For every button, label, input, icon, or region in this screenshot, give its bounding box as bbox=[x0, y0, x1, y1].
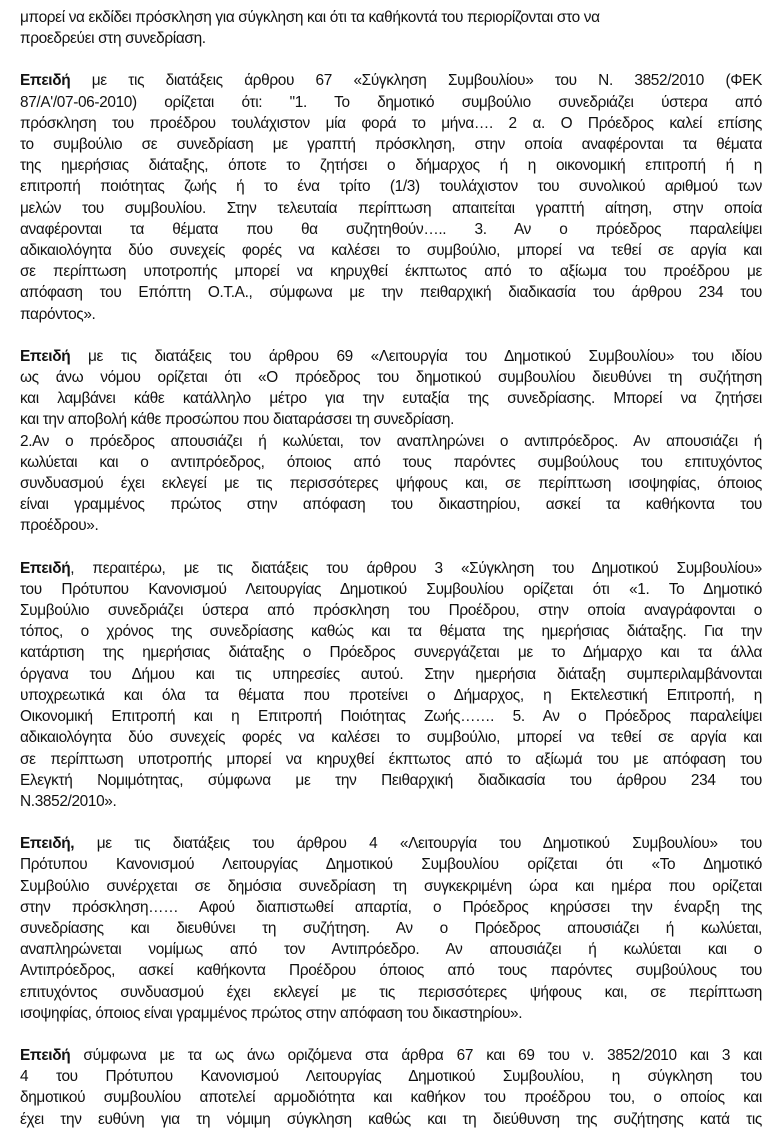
text-line: και την αποβολή κάθε προσώπου που διαταράσσει τη συνεδρίαση. bbox=[20, 411, 455, 429]
text-line: 87/Α'/07-06-2010) ορίζεται ότι: "1. Το δημοτικό συμβούλιο συνεδριάζει ύστερα από bbox=[20, 93, 762, 111]
text-line: ως άνω νόμου ορίζεται ότι «Ο πρόεδρος του δημοτικού συμβουλίου διευθύνει τη συζήτηση bbox=[20, 369, 762, 387]
paragraph-article-69 bbox=[20, 346, 762, 537]
text-line: αδικαιολόγητα δύο συνεχείς φορές να καλέσει το συμβούλιο, μπορεί να τεθεί σε αργία και bbox=[20, 729, 762, 747]
text-line: συνδυασμού έχει εκλεγεί με τις περισσότερες ψήφους και, σε περίπτωση ισοψηφίας, όποιος bbox=[20, 475, 762, 493]
document-page bbox=[20, 0, 762, 1130]
text-line: Ν.3852/2010». bbox=[20, 792, 117, 810]
paragraph-regulation-article-4 bbox=[20, 833, 762, 1024]
text-line: Πρότυπου Κανονισμού Λειτουργίας Δημοτικού Συμβουλίου ορίζεται ότι «Το Δημοτικό bbox=[20, 856, 762, 874]
text-line: μπορεί να εκδίδει πρόσκληση για σύγκληση και ότι τα καθήκοντά του περιορίζονται στο να bbox=[20, 9, 600, 26]
text-line bbox=[20, 558, 762, 579]
paragraph-lead-word: Επειδή bbox=[20, 559, 71, 577]
text-line: υποχρεωτικά και όλα τα θέματα που προτείνει ο Δήμαρχος, η Εκτελεστική Επιτροπή, η bbox=[20, 686, 762, 704]
text-line: αναφέρονται τα θέματα που θα συζητηθούν….. 3. Αν ο πρόεδρος παραλείψει bbox=[20, 220, 762, 238]
text-line: είναι γραμμένος πρώτος στην απόφαση του δικαστηρίου, ασκεί τα καθήκοντα του bbox=[20, 496, 762, 514]
paragraph-continuation bbox=[20, 7, 762, 49]
text-line bbox=[20, 346, 762, 367]
text-line: Συμβούλιο συνεδριάζει ύστερα από πρόσκληση του Προέδρου, στην οποία αναγράφονται ο bbox=[20, 602, 762, 620]
text-line: κωλύεται και ο αντιπρόεδρος, όποιος από τους παρόντες συμβούλους του επιτυχόντος bbox=[20, 453, 762, 471]
text-fragment: με τις διατάξεις του άρθρου 4 «Λειτουργία του Δημοτικού Συμβουλίου» του bbox=[74, 835, 762, 853]
text-line: προεδρεύει στη συνεδρίαση. bbox=[20, 30, 206, 48]
text-line: στην πρόσκληση…… Αφού διαπιστωθεί απαρτία, ο Πρόεδρος κηρύσσει την έναρξη της bbox=[20, 898, 762, 916]
text-line: επιτυχόντος συνδυασμού έχει εκλεγεί με τις περισσότερες ψήφους και, σε περίπτωση bbox=[20, 983, 762, 1001]
text-line: μελών του συμβουλίου. Στην τελευταία περίπτωση απαιτείται γραπτή αίτηση, στην οποία bbox=[20, 199, 762, 217]
text-line: Αντιπρόεδρος, ασκεί καθήκοντα Προέδρου όποιος από τους παρόντες συμβούλους του bbox=[20, 962, 762, 980]
text-line: όργανα του Δήμου και τις υπηρεσίες αυτού. Στην ημερήσια διάταξη συμπεριλαμβάνονται bbox=[20, 665, 762, 683]
text-line: Συμβούλιο συνέρχεται σε δημόσια συνεδρίαση τη συγκεκριμένη ώρα και ημέρα που ορίζεται bbox=[20, 877, 762, 895]
text-line: συνεδρίασης και διευθύνει τη συζήτηση. Αν ο Πρόεδρος απουσιάζει ή κωλύεται, bbox=[20, 919, 762, 937]
text-line: το συμβούλιο σε συνεδρίαση με γραπτή πρόσκληση, στην οποία αναφέρονται τα θέματα bbox=[20, 136, 762, 154]
text-line bbox=[20, 70, 762, 91]
text-line bbox=[20, 833, 762, 854]
paragraph-lead-word: Επειδή bbox=[20, 347, 71, 365]
text-line: παρόντος». bbox=[20, 305, 96, 323]
text-line bbox=[20, 1045, 762, 1066]
text-line: σε περίπτωση υποτροπής μπορεί να κηρυχθεί έκπτωτος από το αξίωμά του με απόφαση του bbox=[20, 750, 762, 768]
text-line: πρόσκληση του προέδρου τουλάχιστον μία φορά το μήνα…. 2 α. Ο Πρόεδρος καλεί επίσης bbox=[20, 114, 762, 132]
text-line: δημοτικού συμβουλίου αποτελεί αρμοδιότητα και καθήκον του προέδρου του, ο οποίος και bbox=[20, 1089, 762, 1107]
text-line: αναπληρώνεται νομίμως από τον Αντιπρόεδρο. Αν απουσιάζει ή κωλύεται και ο bbox=[20, 941, 762, 959]
text-line: και λαμβάνει κάθε κατάλληλο μέτρο για την ευταξία της συνεδρίασης. Μπορεί να ζητήσει bbox=[20, 390, 762, 408]
text-line: προέδρου». bbox=[20, 517, 99, 535]
text-line: αδικαιολόγητα δύο συνεχείς φορές να καλέσει το συμβούλιο, μπορεί να τεθεί σε αργία και bbox=[20, 242, 762, 260]
text-line: κατάρτιση της ημερήσιας διάταξης ο Πρόεδρος συνεργάζεται με το Δήμαρχο και τα άλλα bbox=[20, 644, 762, 662]
text-fragment: σύμφωνα με τα ως άνω οριζόμενα στα άρθρα 67 και 69 του ν. 3852/2010 και 3 και bbox=[70, 1046, 762, 1064]
paragraph-conclusion bbox=[20, 1045, 762, 1130]
paragraph-article-67 bbox=[20, 70, 762, 324]
text-line: 4 του Πρότυπου Κανονισμού Λειτουργίας Δημοτικού Συμβουλίου, η σύγκληση του bbox=[20, 1068, 762, 1086]
text-fragment: με τις διατάξεις άρθρου 67 «Σύγκληση Συμβουλίου» του Ν. 3852/2010 (ΦΕΚ bbox=[70, 72, 762, 90]
paragraph-lead-word: Επειδή, bbox=[20, 835, 75, 853]
paragraph-regulation-article-3 bbox=[20, 558, 762, 812]
text-line: απόφαση του Επόπτη Ο.Τ.Α., σύμφωνα με την πειθαρχική διαδικασία του άρθρου 234 του bbox=[20, 284, 762, 302]
text-line: σε περίπτωση υποτροπής μπορεί να κηρυχθεί έκπτωτος από το αξίωμα του προέδρου με bbox=[20, 263, 762, 281]
text-fragment: , περαιτέρω, με τις διατάξεις του άρθρου 3 «Σύγκληση του Δημοτικού Συμβουλίου» bbox=[70, 559, 762, 577]
text-fragment: με τις διατάξεις του άρθρου 69 «Λειτουργία του Δημοτικού Συμβουλίου» του ιδίου bbox=[70, 347, 762, 365]
text-line: Οικονομική Επιτροπή και η Επιτροπή Ποιότητας Ζωής……. 5. Αν ο Πρόεδρος παραλείψει bbox=[20, 708, 762, 726]
text-line: επιτροπή ποιότητας ζωής ή το ένα τρίτο (1/3) τουλάχιστον του συνολικού αριθμού των bbox=[20, 178, 762, 196]
paragraph-lead-word: Επειδή bbox=[20, 1046, 71, 1064]
paragraph-lead-word: Επειδή bbox=[20, 72, 71, 90]
text-line: 2.Αν ο πρόεδρος απουσιάζει ή κωλύεται, τον αναπληρώνει ο αντιπρόεδρος. Αν απουσιάζει ή bbox=[20, 432, 762, 450]
text-line: τόπος, ο χρόνος της συνεδρίασης καθώς και τα θέματα της ημερήσιας διάταξης. Για την bbox=[20, 623, 762, 641]
text-line: Ελεγκτή Νομιμότητας, σύμφωνα με την Πειθαρχική διαδικασία του άρθρου 234 του bbox=[20, 771, 762, 789]
text-line: ισοψηφίας, όποιος είναι γραμμένος πρώτος στην απόφαση του δικαστηρίου». bbox=[20, 1004, 523, 1022]
text-line: έχει την ευθύνη για τη νόμιμη σύγκληση καθώς και τη διεύθυνση της συζήτησης κατά τις bbox=[20, 1110, 762, 1128]
text-line: του Πρότυπου Κανονισμού Λειτουργίας Δημοτικού Συμβουλίου ορίζεται ότι «1. Το Δημοτικό bbox=[20, 580, 762, 598]
text-line: της ημερήσιας διάταξης, όποτε το ζητήσει ο δήμαρχος ή η οικονομική επιτροπή ή η bbox=[20, 157, 762, 175]
